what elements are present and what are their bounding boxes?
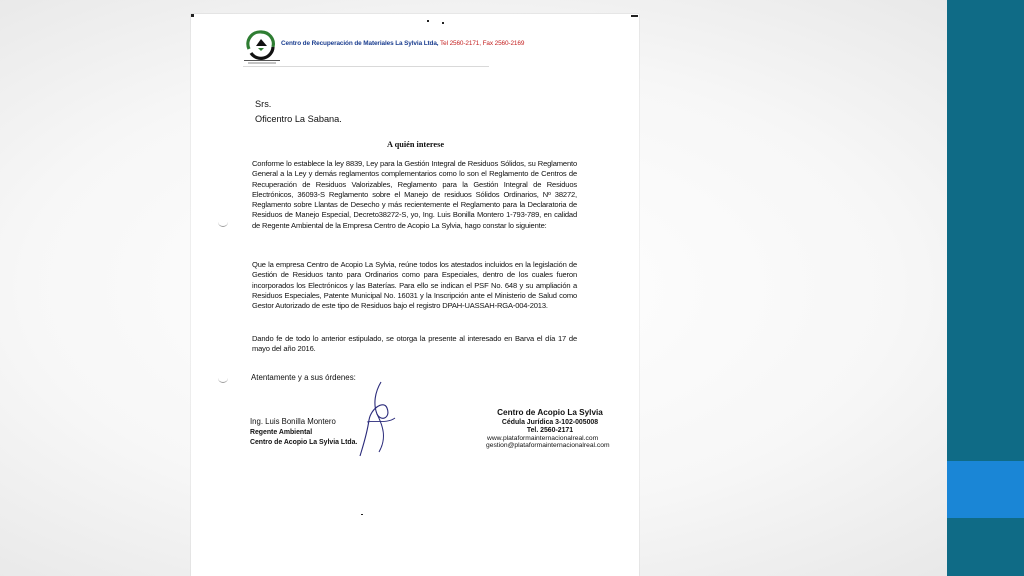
- body-paragraph: Dando fe de todo lo anterior estipulado, se otorga la presente al interesado en Barva el día 17 de mayo del año 2016.: [252, 334, 577, 354]
- letterhead-contact: Tel 2560-2171, Fax 2560-2169: [438, 40, 525, 47]
- scan-speck: [361, 514, 363, 515]
- stamp-name: Centro de Acopio La Sylvia: [497, 408, 603, 417]
- salutation: A quién interese: [387, 140, 445, 149]
- recipient-line: Oficentro La Sabana.: [255, 114, 342, 124]
- company-stamp: [485, 408, 615, 449]
- scan-speck: [442, 22, 444, 24]
- body-paragraph: Que la empresa Centro de Acopio La Sylvia, reúne todos los atestados incluidos en la legislación de Gestión de Residuos tanto para Ordinarios como para Especiales, dentro de los cuales fueron incorporados los Electrónicos y las Baterías. Para ello se indican el PSF No. 648 y su ampliación a Residuos Especiales, Patente Municipal No. 16031 y la Inscripción ante el Ministerio de Salud como Gestor Autorizado de este tipo de Residuos bajo el registro DPAH-UASSAH-RGA-004-2013.: [252, 260, 577, 311]
- letterhead: [281, 40, 524, 47]
- recipient-line: Srs.: [255, 99, 272, 109]
- punch-hole-mark: [218, 377, 228, 383]
- closing-line: Atentamente y a sus órdenes:: [251, 373, 356, 382]
- scan-speck: [191, 14, 194, 17]
- scanned-letter: [191, 14, 639, 576]
- recipient-block: [255, 97, 342, 127]
- handwritten-signature: [357, 378, 401, 458]
- letterhead-rule: [243, 66, 489, 67]
- logo-caption-text: [244, 60, 280, 64]
- body-paragraph: Conforme lo establece la ley 8839, Ley para la Gestión Integral de Residuos Sólidos, su Reglamento General a la Ley y demás reglamentos complementarios como lo son el Reglamento de Centros de Recuperación de Residuos Valorizables, Reglamento para la Gestión Integral de Residuos Electrónicos, 36093-S Reglamento sobre el Manejo de residuos Sólidos Ordinarios, Nº 38272, Reglamento sobre Llantas de Desecho y más recientemente el Reglamento para la Declaratoria de Residuos de Manejo Especial, Decreto38272-S, yo, Ing. Luis Bonilla Montero 1-793-789, en calidad de Regente Ambiental de la Empresa Centro de Acopio La Sylvia, hago constar lo siguiente:: [252, 159, 577, 230]
- scan-speck: [427, 20, 429, 22]
- stamp-cedula: Cédula Jurídica 3-102-005008: [501, 419, 599, 426]
- stamp-website: www.plataformainternacionalreal.com: [487, 435, 599, 442]
- letterhead-company: Centro de Recuperación de Materiales La Sylvia Ltda,: [281, 40, 439, 47]
- signer-role: Regente Ambiental: [250, 429, 313, 436]
- slide-side-accent: [947, 461, 1024, 518]
- stamp-email: gestion@plataformainternacionalreal.com: [486, 442, 610, 449]
- punch-hole-mark: [218, 221, 228, 227]
- stamp-tel: Tel. 2560-2171: [526, 427, 574, 434]
- signer-name: Ing. Luis Bonilla Montero: [250, 417, 336, 426]
- signer-organization: Centro de Acopio La Sylvia Ltda.: [250, 439, 358, 446]
- signer-block: [250, 417, 357, 446]
- scan-speck: [631, 15, 638, 17]
- recycling-logo-icon: [244, 27, 278, 61]
